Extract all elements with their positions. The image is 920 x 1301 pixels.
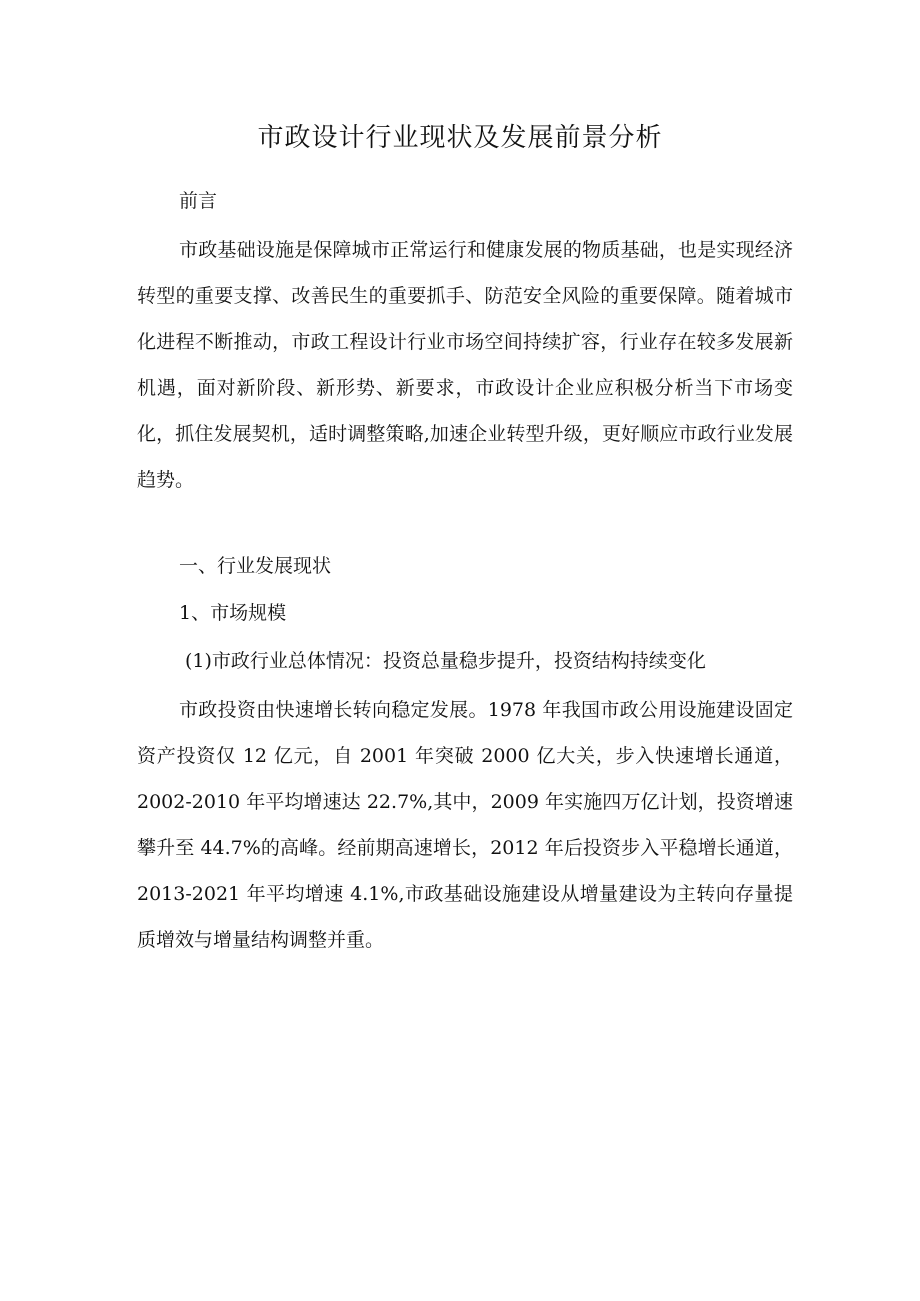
preface-paragraph: 市政基础设施是保障城市正常运行和健康发展的物质基础，也是实现经济转型的重要支撑、改善民生的重要抓手、防范安全风险的重要保障。随着城市化进程不断推动，市政工程设计行业市场空间持续扩容，行业存在较多发展新机遇，面对新阶段、新形势、新要求，市政设计企业应积极分析当下市场变化，抓住发展契机，适时调整策略,加速企业转型升级，更好顺应市政行业发展趋势。 bbox=[137, 239, 793, 491]
body-paragraph-investment: 市政投资由快速增长转向稳定发展。1978 年我国市政公用设施建设固定资产投资仅 12 亿元，自 2001 年突破 2000 亿大关，步入快速增长通道，2002-2010 年平均增速达 22.7%,其中，2009 年实施四万亿计划，投资增速攀升至 44.7%的高峰。经前期高速增长，2012 年后投资步入平稳增长通道，2013-2021 年平均增速 4.1%,市政基础设施建设从增量建设为主转向存量提质增效与增量结构调整并重。 bbox=[137, 699, 793, 951]
subsection-heading-market-scale: 1、市场规模 bbox=[179, 602, 287, 624]
subsubsection-heading-overall: (1)市政行业总体情况：投资总量稳步提升，投资结构持续变化 bbox=[185, 650, 706, 672]
document-title: 市政设计行业现状及发展前景分析 bbox=[257, 123, 663, 153]
section-heading-industry-status: 一、行业发展现状 bbox=[179, 555, 332, 577]
preface-heading: 前言 bbox=[179, 190, 218, 212]
